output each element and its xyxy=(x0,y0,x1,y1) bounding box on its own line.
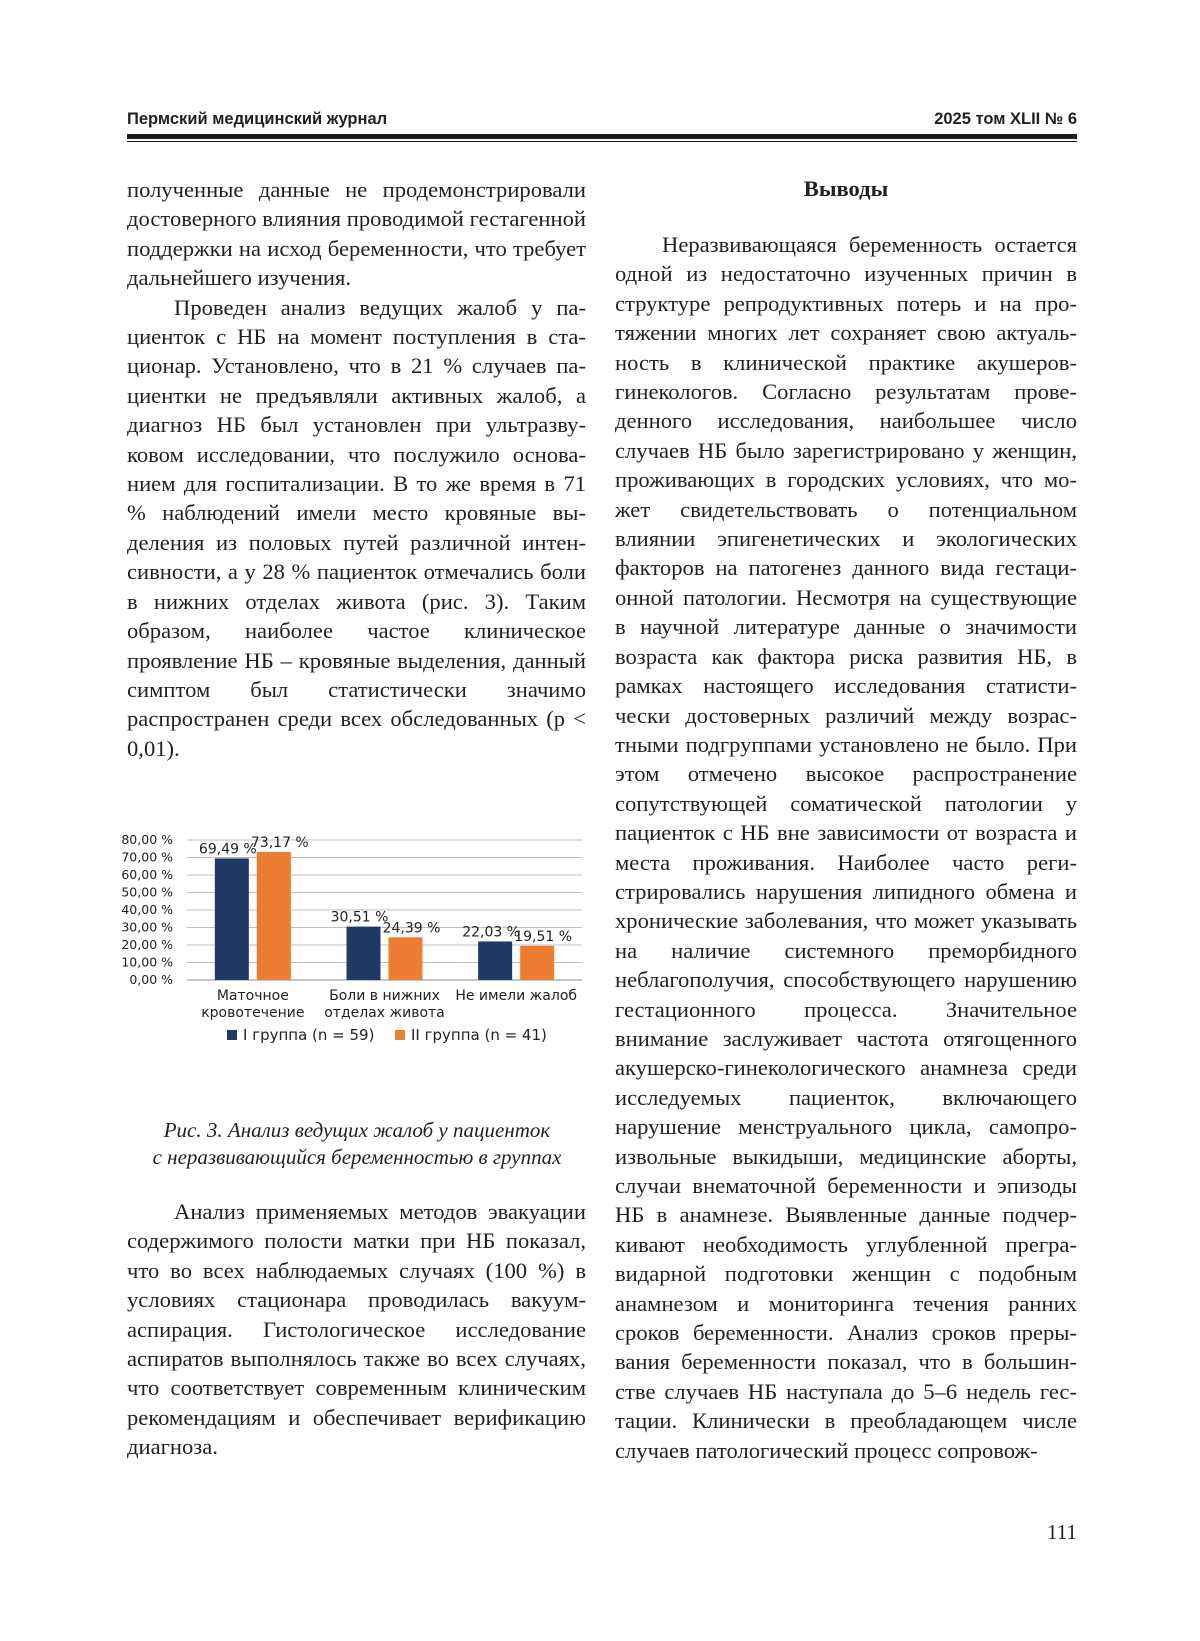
category-label: Боли в нижних xyxy=(329,988,440,1004)
data-label: 73,17 % xyxy=(250,834,309,851)
figure-caption xyxy=(127,1117,587,1171)
bar-series-1 xyxy=(478,941,512,980)
header-rule-thin xyxy=(127,141,1077,142)
category-label: Не имели жалоб xyxy=(455,988,578,1004)
data-label: 30,51 % xyxy=(330,909,389,926)
bar-series-1 xyxy=(215,858,249,980)
header-rule-thick xyxy=(127,134,1077,139)
left-column-bottom xyxy=(127,1197,586,1462)
legend-label: I группа (n = 59) xyxy=(243,1026,375,1044)
y-tick-label: 30,00 % xyxy=(121,919,173,935)
conclusions-heading: Выводы xyxy=(803,176,889,201)
paragraph: Анализ применяемых методов эвакуации содержимого полости матки при НБ показал, что во всех наблюдаемых случаях (100 %) в условиях стационара проводилась вакуум-аспирация. Гистологическое исследование аспиратов выполнялось также во всех случаях, что соответствует современным клиническим рекомендациям и обеспечивает верификацию диагноза. xyxy=(127,1199,586,1460)
figure-3-chart xyxy=(121,820,587,1105)
bar-series-2 xyxy=(520,946,554,980)
category-label: отделах живота xyxy=(324,1005,445,1021)
y-tick-label: 40,00 % xyxy=(121,902,173,917)
y-tick-label: 60,00 % xyxy=(121,867,173,882)
caption-line: с неразвивающийся беременностью в группах xyxy=(152,1145,562,1169)
legend-label: II группа (n = 41) xyxy=(411,1026,547,1044)
category-label: Маточное xyxy=(216,988,289,1004)
data-label: 69,49 % xyxy=(198,841,257,858)
y-tick-label: 20,00 % xyxy=(121,937,173,952)
y-tick-label: 50,00 % xyxy=(121,884,173,900)
data-label: 24,39 % xyxy=(382,920,441,937)
running-header xyxy=(127,110,1077,132)
bar-series-2 xyxy=(257,852,291,980)
category-label: кровотечение xyxy=(201,1005,305,1021)
bar-chart xyxy=(121,820,587,1105)
paragraph: Неразвивающаяся беременность остается одной из недостаточно изученных причин в структуре репродуктивных потерь и на протяжении многих лет сохраняет свою актуальность в клинической практике акушеров-гинекологов. Согласно результатам проведенного исследования, наибольшее число случаев НБ было зарегистрировано у женщин, проживающих в городских условиях, что может свидетельствовать о потенциальном влиянии эпигенетических и экологических факторов на патогенез данного вида гестационной патологии. Несмотря на существующие в научной литературе данные о значимости возраста как фактора риска развития НБ, в рамках настоящего исследования статистически достоверных различий между возрастными подгруппами установлено не было. При этом отмечено высокое распространение сопутствующей соматической патологии у пациенток с НБ вне зависимости от возраста и места проживания. Наиболее часто регистрировались нарушения липидного обмена и хронические заболевания, что может указывать на наличие системного преморбидного неблагополучия, способствующего нарушению гестационного процесса. Значительное внимание заслуживает частота отягощенного акушерско-гинекологического анамнеза среди исследуемых пациенток, включающего нарушение менструального цикла, самопроизвольные выкидыши, медицинские аборты, случаи внематочной беременности и эпизоды НБ в анамнезе. Выявленные данные подчеркивают необходимость углубленной прегравидарной подготовки женщин с подобным анамнезом и мониторинга течения ранних сроков беременности. Анализ сроков прерывания беременности показал, что в большинстве случаев НБ наступала до 5–6 недель гестации. Клинически в преобладающем числе случаев патологический процесс сопровож- xyxy=(615,232,1077,1463)
y-tick-label: 0,00 % xyxy=(129,972,173,987)
paragraph: полученные данные не продемонстрировали достоверного влияния проводимой гестагенной поддержки на исход беременности, что требует дальнейшего изучения. xyxy=(127,177,586,291)
bar-series-1 xyxy=(347,927,381,980)
caption-line: Рис. 3. Анализ ведущих жалоб у пациенток xyxy=(163,1118,551,1142)
y-tick-label: 80,00 % xyxy=(121,832,173,847)
y-tick-label: 10,00 % xyxy=(121,954,173,970)
paragraph: Проведен анализ ведущих жалоб у пациенток с НБ на момент поступления в стационар. Установлено, что в 21 % случаев пациентки не предъявляли активных жалоб, а диагноз НБ был установлен при ультразвуковом исследовании, что послужило основанием для госпитализации. В то же время в 71 % наблюдений имели место кровяные выделения из половых путей различной интенсивности, а у 28 % пациенток отмечались боли в нижних отделах живота (рис. 3). Таким образом, наиболее частое клиническое проявление НБ – кровяные выделения, данный симптом был статистически значимо распространен среди всех обследованных (р < 0,01). xyxy=(127,294,586,761)
data-label: 22,03 % xyxy=(462,924,521,941)
bar-series-2 xyxy=(389,937,423,980)
legend-swatch xyxy=(395,1030,405,1040)
legend-swatch xyxy=(227,1030,237,1040)
page-number: 111 xyxy=(1047,1520,1077,1544)
right-column xyxy=(615,230,1077,1465)
journal-title: Пермский медицинский журнал xyxy=(127,110,388,128)
y-tick-label: 70,00 % xyxy=(121,849,173,865)
issue-info: 2025 том XLII № 6 xyxy=(934,110,1077,128)
left-column-top xyxy=(127,175,586,763)
data-label: 19,51 % xyxy=(514,928,573,945)
